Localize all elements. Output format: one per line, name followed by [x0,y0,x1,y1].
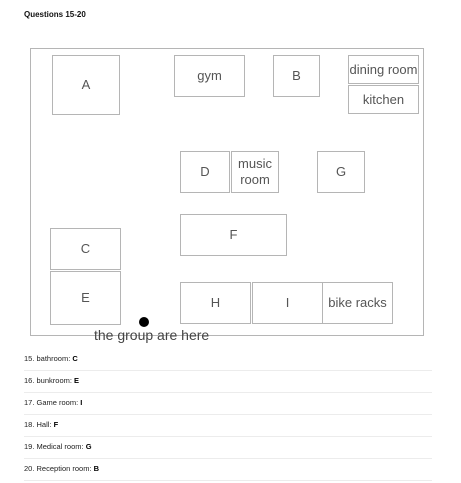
room-c [50,228,121,270]
room-h [180,282,251,324]
room-e [50,271,121,325]
answer-value: E [74,376,80,385]
room-dining [348,55,419,84]
room-music-label-1: music [238,156,272,171]
room-f-label: F [229,227,238,242]
room-bike-racks [322,282,393,324]
answer-prefix: 17. Game room: [24,398,81,407]
room-bike-racks-label: bike racks [328,295,387,310]
room-gym-label: gym [197,68,222,83]
room-e-label: E [81,290,90,305]
answer-row [24,370,432,393]
answer-value: B [93,464,100,473]
room-kitchen [348,85,419,114]
group-location-label: the group are here [94,327,210,343]
answer-value: F [53,420,59,429]
room-a [52,55,120,115]
group-location-marker [139,317,149,327]
room-i-label: I [285,295,290,310]
room-dining-label: dining room [349,61,418,77]
room-c-label: C [80,241,91,256]
answer-prefix: 16. bunkroom: [24,376,75,385]
answer-row [24,436,432,459]
room-g-label: G [335,164,347,179]
answer-prefix: 20. Reception room: [24,464,94,473]
page-title: Questions 15-20 [24,10,86,19]
answer-value: G [85,442,92,451]
room-a-label: A [81,77,91,92]
answer-prefix: 19. Medical room: [24,442,86,451]
room-b-label: B [292,68,301,83]
answer-row [24,392,432,415]
room-music [231,151,279,193]
room-h-label: H [210,295,221,310]
answer-row [24,414,432,437]
room-kitchen-label: kitchen [362,91,405,107]
answer-value: I [80,398,83,407]
answer-prefix: 18. Hall: [24,420,54,429]
room-f [180,214,287,256]
answer-row [24,348,432,371]
answer-row [24,458,432,481]
room-gym [174,55,245,97]
room-d [180,151,230,193]
room-music-label-2: room [240,172,270,187]
answer-prefix: 15. bathroom: [24,354,73,363]
room-g [317,151,365,193]
room-i [252,282,323,324]
room-d-label: D [200,164,210,179]
answer-value: C [72,354,78,363]
room-b [273,55,320,97]
